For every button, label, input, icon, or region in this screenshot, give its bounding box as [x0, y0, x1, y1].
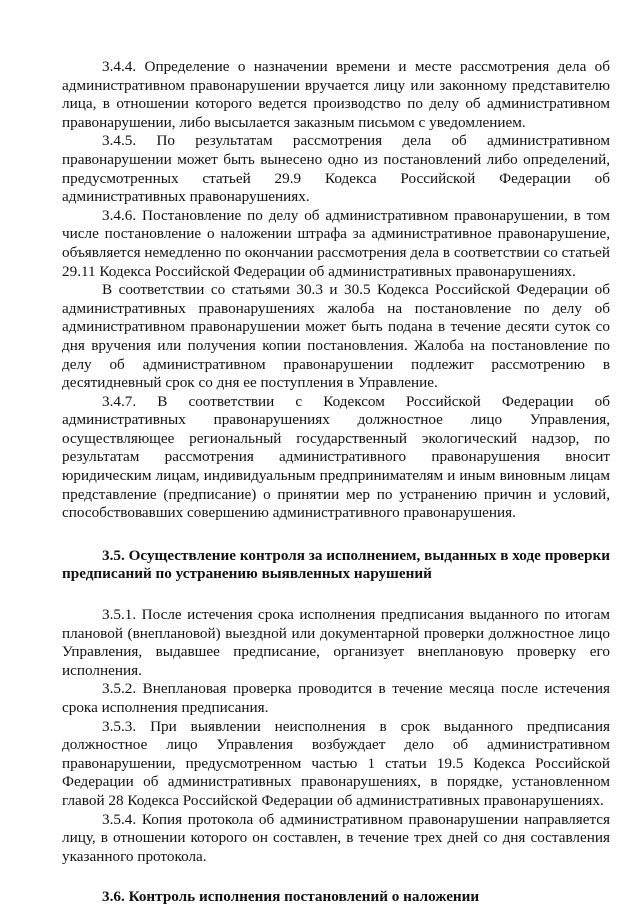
paragraph-3-4-5: 3.4.5. По результатам рассмотрения дела об административном правонарушении может быть вынесено одно из постановлений либо определений, предусмотренных статьей 29.9 Кодекса Российской Федерации об административных правонарушениях. — [62, 132, 610, 206]
document-page — [62, 58, 610, 907]
paragraph-3-5-3: 3.5.3. При выявлении неисполнения в срок выданного предписания должностное лицо Управления возбуждает дело об административном правонарушении, предусмотренном частью 1 статьи 19.5 Кодекса Российской Федерации об административных правонарушениях, в порядке, установленном главой 28 Кодекса Российской Федерации об административных правонарушениях. — [62, 717, 610, 809]
paragraph-3-5-4: 3.5.4. Копия протокола об административном правонарушении направляется лицу, в отношении которого он составлен, в течение трех дней со дня составления указанного протокола. — [62, 810, 610, 865]
section-heading-3-5: 3.5. Осуществление контроля за исполнением, выданных в ходе проверки предписаний по устранению выявленных нарушений — [62, 546, 610, 583]
paragraph-3-5-2: 3.5.2. Внеплановая проверка проводится в течение месяца после истечения срока исполнения предписания. — [62, 680, 610, 716]
paragraph-3-5-1: 3.5.1. После истечения срока исполнения предписания выданного по итогам плановой (внеплановой) выездной или документарной проверки должностное лицо Управления, выдавшее предписание, организует внеплановую проверку его исполнения. — [62, 606, 610, 679]
paragraph-3-4-7: 3.4.7. В соответствии с Кодексом Российской Федерации об административных правонарушениях должностное лицо Управления, осуществляющее региональный государственный экологический надзор, по результатам рассмотрения административного правонарушения вносит юридическим лицам, индивидуальным предпринимателям и иным виновным лицам представление (предписание) о принятии мер по устранению причин и условий, способствовавших совершению административного правонарушения. — [62, 392, 610, 522]
paragraph-3-4-4: 3.4.4. Определение о назначении времени и месте рассмотрения дела об административном правонарушении вручается лицу или законному представителю лица, в отношении которого ведется производство по делу об административном правонарушении, либо высылается заказным письмом с уведомлением. — [62, 58, 610, 131]
section-heading-3-6: 3.6. Контроль исполнения постановлений о наложении — [102, 888, 480, 906]
paragraph-3-4-6: 3.4.6. Постановление по делу об административном правонарушении, в том числе постановление о наложении штрафа за административное правонарушение, объявляется немедленно по окончании рассмотрения дела в соответствии со статьей 29.11 Кодекса Российской Федерации об административных правонарушениях. — [62, 206, 610, 280]
paragraph-appeal: В соответствии со статьями 30.3 и 30.5 Кодекса Российской Федерации об административных правонарушениях жалоба на постановление по делу об административном правонарушении может быть подана в течение десяти суток со дня вручения или получения копии постановления. Жалоба на постановление по делу об административном правонарушении подлежит рассмотрению в десятидневный срок со дня ее поступления в Управление. — [62, 281, 610, 392]
